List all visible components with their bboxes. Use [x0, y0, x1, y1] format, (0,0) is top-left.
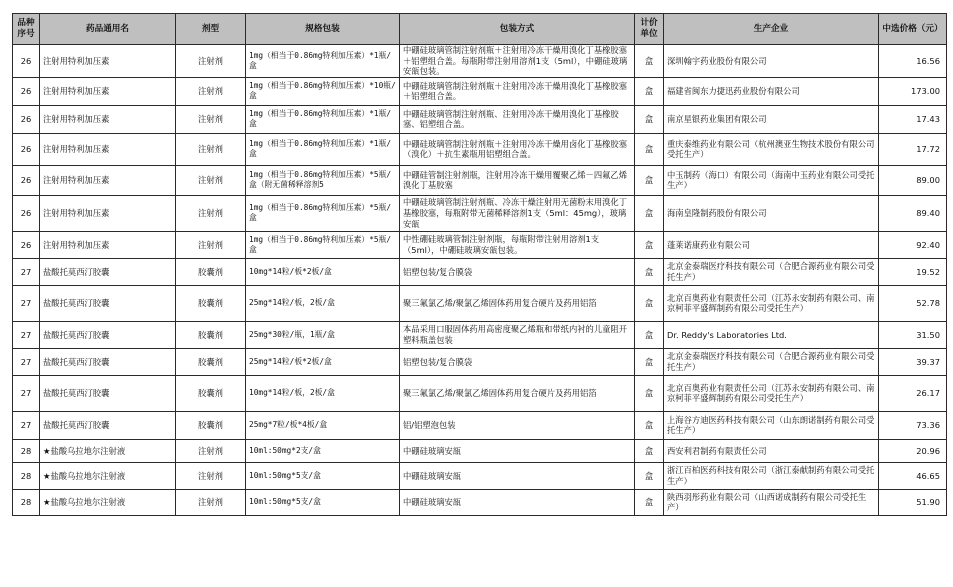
- drug-name-cell: ★盐酸乌拉地尔注射液: [40, 462, 176, 489]
- manufacturer-cell: 重庆泰维药业有限公司（杭州澳亚生物技术股份有限公司受托生产）: [664, 133, 879, 165]
- seq-cell: 26: [13, 231, 40, 258]
- drug-name-cell: 盐酸托莫西汀胶囊: [40, 258, 176, 285]
- table-row: [13, 348, 947, 375]
- packaging-cell: 聚三氟氯乙烯/聚氯乙烯固体药用复合硬片及药用铝箔: [400, 285, 635, 321]
- spec-cell: 10mg*14粒/板，2板/盒: [246, 375, 400, 411]
- price-cell: 46.65: [879, 462, 947, 489]
- dosage-form-cell: 胶囊剂: [176, 375, 246, 411]
- price-cell: 89.00: [879, 165, 947, 195]
- spec-cell: 25mg*30粒/瓶，1瓶/盒: [246, 321, 400, 348]
- price-cell: 26.17: [879, 375, 947, 411]
- dosage-form-cell: 注射剂: [176, 489, 246, 515]
- header-price: 中选价格（元）: [879, 14, 947, 45]
- spec-cell: 1mg（相当于0.86mg特利加压素）*5瓶/盒: [246, 231, 400, 258]
- header-form: 剂型: [176, 14, 246, 45]
- dosage-form-cell: 注射剂: [176, 45, 246, 78]
- manufacturer-cell: 北京百奥药业有限责任公司（江苏永安制药有限公司、南京柯菲平盛辉制药有限公司受托生产）: [664, 285, 879, 321]
- spec-cell: 1mg（相当于0.86mg特利加压素）*1瓶/盒: [246, 45, 400, 78]
- seq-cell: 27: [13, 375, 40, 411]
- packaging-cell: 中硼硅玻璃管制注射剂瓶＋注射用冷冻干燥用卤化丁基橡胶塞（溴化）＋抗生素瓶用铝塑组合盖。: [400, 133, 635, 165]
- table-row: [13, 489, 947, 515]
- seq-cell: 27: [13, 285, 40, 321]
- dosage-form-cell: 注射剂: [176, 105, 246, 133]
- packaging-cell: 中硼硅玻璃安瓿: [400, 462, 635, 489]
- spec-cell: 10ml:50mg*2支/盒: [246, 439, 400, 462]
- unit-cell: 盒: [635, 321, 664, 348]
- spec-cell: 1mg（相当于0.86mg特利加压素）*5瓶/盒: [246, 195, 400, 231]
- packaging-cell: 铝塑包装/复合膜袋: [400, 258, 635, 285]
- packaging-cell: 中硼硅玻璃管制注射剂瓶、注射用冷冻干燥用溴化丁基橡胶塞、铝塑组合盖。: [400, 105, 635, 133]
- seq-cell: 26: [13, 77, 40, 105]
- table-row: [13, 439, 947, 462]
- spec-cell: 25mg*7粒/板*4板/盒: [246, 411, 400, 439]
- unit-cell: 盒: [635, 133, 664, 165]
- header-name: 药品通用名: [40, 14, 176, 45]
- price-cell: 89.40: [879, 195, 947, 231]
- seq-cell: 27: [13, 411, 40, 439]
- unit-cell: 盒: [635, 105, 664, 133]
- price-cell: 73.36: [879, 411, 947, 439]
- drug-name-cell: 注射用特利加压素: [40, 105, 176, 133]
- packaging-cell: 铝/铝塑泡包装: [400, 411, 635, 439]
- header-pack: 包装方式: [400, 14, 635, 45]
- price-cell: 20.96: [879, 439, 947, 462]
- unit-cell: 盒: [635, 285, 664, 321]
- unit-cell: 盒: [635, 489, 664, 515]
- manufacturer-cell: 西安利君制药有限责任公司: [664, 439, 879, 462]
- spec-cell: 25mg*14粒/板，2板/盒: [246, 285, 400, 321]
- seq-cell: 26: [13, 133, 40, 165]
- dosage-form-cell: 胶囊剂: [176, 321, 246, 348]
- spec-cell: 25mg*14粒/板*2板/盒: [246, 348, 400, 375]
- seq-cell: 27: [13, 348, 40, 375]
- unit-cell: 盒: [635, 439, 664, 462]
- unit-cell: 盒: [635, 258, 664, 285]
- spec-cell: 1mg（相当于0.86mg特利加压素）*5瓶/盒（附无菌稀释溶剂5: [246, 165, 400, 195]
- drug-name-cell: 注射用特利加压素: [40, 77, 176, 105]
- table-row: [13, 77, 947, 105]
- manufacturer-cell: 浙江百柏医药科技有限公司（浙江泰献制药有限公司受托生产）: [664, 462, 879, 489]
- seq-cell: 27: [13, 258, 40, 285]
- table-row: [13, 375, 947, 411]
- table-row: [13, 285, 947, 321]
- seq-cell: 26: [13, 165, 40, 195]
- table-row: [13, 105, 947, 133]
- unit-cell: 盒: [635, 77, 664, 105]
- table-row: [13, 411, 947, 439]
- packaging-cell: 中硼硅玻璃安瓿: [400, 439, 635, 462]
- drug-name-cell: 注射用特利加压素: [40, 133, 176, 165]
- seq-cell: 26: [13, 105, 40, 133]
- drug-name-cell: 盐酸托莫西汀胶囊: [40, 375, 176, 411]
- dosage-form-cell: 注射剂: [176, 195, 246, 231]
- dosage-form-cell: 注射剂: [176, 133, 246, 165]
- price-cell: 19.52: [879, 258, 947, 285]
- drug-name-cell: 注射用特利加压素: [40, 231, 176, 258]
- drug-price-table-sheet: [12, 13, 946, 516]
- unit-cell: 盒: [635, 231, 664, 258]
- table-row: [13, 258, 947, 285]
- drug-name-cell: ★盐酸乌拉地尔注射液: [40, 489, 176, 515]
- dosage-form-cell: 注射剂: [176, 77, 246, 105]
- spec-cell: 10ml:50mg*5支/盒: [246, 489, 400, 515]
- seq-cell: 26: [13, 195, 40, 231]
- manufacturer-cell: 上海谷方迪医药科技有限公司（山东朗诺制药有限公司受托生产）: [664, 411, 879, 439]
- price-cell: 39.37: [879, 348, 947, 375]
- price-cell: 16.56: [879, 45, 947, 78]
- seq-cell: 28: [13, 462, 40, 489]
- packaging-cell: 中硼硅玻璃管制注射剂瓶、冷冻干燥注射用无菌粉末用溴化丁基橡胶塞，每瓶附带无菌稀释溶剂1支（5ml：45mg），玻璃安瓿: [400, 195, 635, 231]
- dosage-form-cell: 注射剂: [176, 462, 246, 489]
- packaging-cell: 中硼硅玻璃管制注射剂瓶＋注射用冷冻干燥用溴化丁基橡胶塞＋铝塑组合盖。: [400, 77, 635, 105]
- table-row: [13, 45, 947, 78]
- header-row: [13, 14, 947, 45]
- header-unit: 计价单位: [635, 14, 664, 45]
- spec-cell: 1mg（相当于0.86mg特利加压素）*1瓶/盒: [246, 133, 400, 165]
- table-body: [13, 45, 947, 516]
- drug-name-cell: 注射用特利加压素: [40, 195, 176, 231]
- drug-name-cell: 盐酸托莫西汀胶囊: [40, 411, 176, 439]
- manufacturer-cell: 南京星银药业集团有限公司: [664, 105, 879, 133]
- manufacturer-cell: 海南皇隆制药股份有限公司: [664, 195, 879, 231]
- seq-cell: 28: [13, 489, 40, 515]
- manufacturer-cell: 北京百奥药业有限责任公司（江苏永安制药有限公司、南京柯菲平盛辉制药有限公司受托生产）: [664, 375, 879, 411]
- price-cell: 173.00: [879, 77, 947, 105]
- manufacturer-cell: 深圳翰宇药业股份有限公司: [664, 45, 879, 78]
- price-cell: 17.72: [879, 133, 947, 165]
- manufacturer-cell: 北京金泰瑞医疗科技有限公司（合肥合源药业有限公司受托生产）: [664, 348, 879, 375]
- seq-cell: 28: [13, 439, 40, 462]
- dosage-form-cell: 胶囊剂: [176, 411, 246, 439]
- packaging-cell: 聚三氟氯乙烯/聚氯乙烯固体药用复合硬片及药用铝箔: [400, 375, 635, 411]
- spec-cell: 10ml:50mg*5支/盒: [246, 462, 400, 489]
- spec-cell: 1mg（相当于0.86mg特利加压素）*1瓶/盒: [246, 105, 400, 133]
- drug-name-cell: ★盐酸乌拉地尔注射液: [40, 439, 176, 462]
- packaging-cell: 中硼硅玻璃管制注射剂瓶＋注射用冷冻干燥用溴化丁基橡胶塞＋铝塑组合盖。每瓶附带注射用溶剂1支（5ml），中硼硅玻璃安瓿包装。: [400, 45, 635, 78]
- unit-cell: 盒: [635, 165, 664, 195]
- packaging-cell: 本品采用口服固体药用高密度聚乙烯瓶和带纸内衬的儿童阻开塑料瓶盖包装: [400, 321, 635, 348]
- dosage-form-cell: 注射剂: [176, 231, 246, 258]
- spec-cell: 10mg*14粒/板*2板/盒: [246, 258, 400, 285]
- unit-cell: 盒: [635, 45, 664, 78]
- header-seq: 品种序号: [13, 14, 40, 45]
- unit-cell: 盒: [635, 348, 664, 375]
- packaging-cell: 中硼硅管制注射剂瓶，注射用冷冻干燥用覆聚乙烯－四氟乙烯溴化丁基胶塞: [400, 165, 635, 195]
- manufacturer-cell: 蓬莱诺康药业有限公司: [664, 231, 879, 258]
- price-cell: 52.78: [879, 285, 947, 321]
- packaging-cell: 铝塑包装/复合膜袋: [400, 348, 635, 375]
- drug-name-cell: 注射用特利加压素: [40, 165, 176, 195]
- manufacturer-cell: 陕西羽彤药业有限公司（山西诺成制药有限公司受托生产）: [664, 489, 879, 515]
- drug-price-table: [12, 13, 947, 516]
- manufacturer-cell: Dr. Reddy's Laboratories Ltd.: [664, 321, 879, 348]
- packaging-cell: 中性硼硅玻璃管制注射剂瓶，每瓶附带注射用溶剂1支（5ml），中硼硅玻璃安瓿包装。: [400, 231, 635, 258]
- price-cell: 31.50: [879, 321, 947, 348]
- dosage-form-cell: 胶囊剂: [176, 258, 246, 285]
- manufacturer-cell: 福建省闽东力捷迅药业股份有限公司: [664, 77, 879, 105]
- unit-cell: 盒: [635, 375, 664, 411]
- table-row: [13, 195, 947, 231]
- drug-name-cell: 注射用特利加压素: [40, 45, 176, 78]
- dosage-form-cell: 注射剂: [176, 439, 246, 462]
- dosage-form-cell: 胶囊剂: [176, 348, 246, 375]
- price-cell: 51.90: [879, 489, 947, 515]
- manufacturer-cell: 北京金泰瑞医疗科技有限公司（合肥合源药业有限公司受托生产）: [664, 258, 879, 285]
- header-maker: 生产企业: [664, 14, 879, 45]
- drug-name-cell: 盐酸托莫西汀胶囊: [40, 348, 176, 375]
- dosage-form-cell: 注射剂: [176, 165, 246, 195]
- manufacturer-cell: 中玉制药（海口）有限公司（海南中玉药业有限公司受托生产）: [664, 165, 879, 195]
- header-spec: 规格包装: [246, 14, 400, 45]
- drug-name-cell: 盐酸托莫西汀胶囊: [40, 321, 176, 348]
- table-row: [13, 231, 947, 258]
- price-cell: 92.40: [879, 231, 947, 258]
- packaging-cell: 中硼硅玻璃安瓿: [400, 489, 635, 515]
- unit-cell: 盒: [635, 195, 664, 231]
- unit-cell: 盒: [635, 411, 664, 439]
- unit-cell: 盒: [635, 462, 664, 489]
- table-row: [13, 133, 947, 165]
- dosage-form-cell: 胶囊剂: [176, 285, 246, 321]
- seq-cell: 26: [13, 45, 40, 78]
- drug-name-cell: 盐酸托莫西汀胶囊: [40, 285, 176, 321]
- spec-cell: 1mg（相当于0.86mg特利加压素）*10瓶/盒: [246, 77, 400, 105]
- table-row: [13, 165, 947, 195]
- table-row: [13, 321, 947, 348]
- table-row: [13, 462, 947, 489]
- price-cell: 17.43: [879, 105, 947, 133]
- seq-cell: 27: [13, 321, 40, 348]
